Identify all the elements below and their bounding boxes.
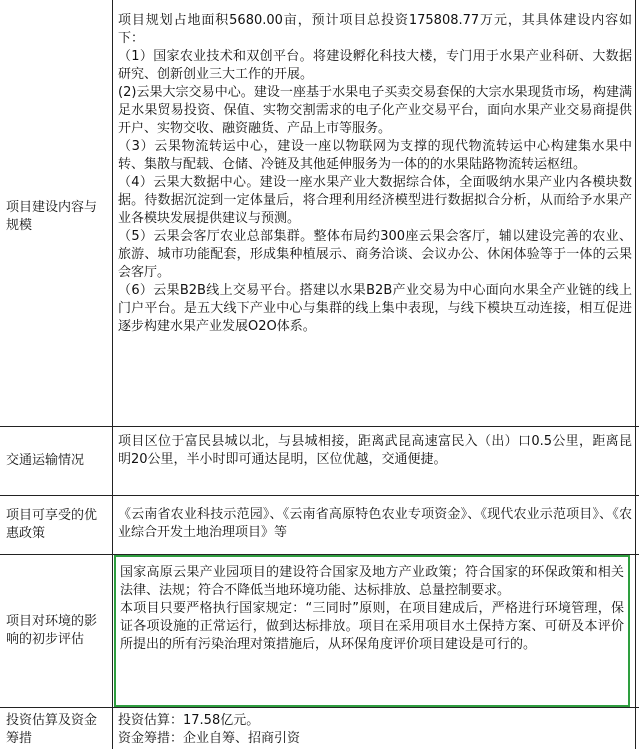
row-label-transport[interactable]: 交通运输情况: [0, 427, 113, 495]
table-row-policy: [0, 496, 639, 554]
transport-text: 项目区位于富民县城以北，与县城相接，距离武昆高速富民入（出）口0.5公里，距离昆明20公里，半小时即可通达昆明，区位优越，交通便捷。: [118, 434, 632, 467]
row-value-policy[interactable]: [114, 496, 636, 554]
construction-item-4: （4）云果大数据中心。建设一座水果产业大数据综合体，全面吸纳水果产业内各模块数据。待数据沉淀到一定体量后，将合理利用经济模型进行数据拟合分析，从而给予水果产业各模块发展提供建议与预测。: [118, 175, 632, 226]
table-row-transport: [0, 427, 639, 495]
investment-estimate: 投资估算：17.58亿元。: [118, 713, 260, 728]
construction-intro: 项目规划占地面积5680.00亩，预计项目总投资175808.77万元，其具体建设内容如下：: [118, 13, 632, 46]
row-label-policy[interactable]: 项目可享受的优惠政策: [0, 496, 113, 554]
construction-item-3: （3）云果物流转运中心，建设一座以物联网为支撑的现代物流转运中心构建集水果中转、集散与配载、仓储、冷链及其他延伸服务为一体的的水果陆路物流转运枢纽。: [118, 139, 632, 172]
construction-item-1: （1）国家农业技术和双创平台。将建设孵化科技大楼，专门用于水果产业科研、大数据研究、创新创业三大工作的开展。: [118, 49, 632, 82]
row-label-environment[interactable]: 项目对环境的影响的初步评估: [0, 555, 113, 707]
table-row-investment: [0, 708, 639, 749]
table-right-border: [635, 0, 636, 749]
selected-cell[interactable]: [114, 555, 630, 707]
environment-para-2: 本项目只要严格执行国家规定：“三同时”原则，在项目建成后，严格进行环境管理，保证各项设施的正常运行，做到达标排放。项目在采用项目水土保持方案、可研及本评价所提出的所有污染治理对策措施后，从环保角度评价项目建设是可行的。: [120, 601, 624, 652]
environment-para-1: 国家高原云果产业园项目的建设符合国家及地方产业政策；符合国家的环保政策和相关法律、法规；符合不降低当地环境功能、达标排放、总量控制要求。: [120, 565, 624, 598]
policy-text: 《云南省农业科技示范园》、《云南省高原特色农业专项资金》、《现代农业示范项目》、《农业综合开发土地治理项目》等: [118, 507, 632, 540]
funding-source: 资金筹措：企业自筹、招商引资: [118, 731, 301, 746]
construction-item-6: （6）云果B2B线上交易平台。搭建以水果B2B产业交易为中心面向水果全产业链的线上门户平台。是五大线下产业中心与集群的线上集中表现，与线下模块互动连接，相互促进逐步构建水果产业发展O2O体系。: [118, 283, 632, 334]
row-value-environment[interactable]: [116, 557, 628, 705]
row-value-transport[interactable]: [114, 427, 636, 495]
row-value-construction[interactable]: [114, 0, 636, 426]
construction-item-2: (2)云果大宗交易中心。建设一座基于水果电子买卖交易套保的大宗水果现货市场，构建满足水果贸易投资、保值、实物交割需求的电子化产业交易平台，面向水果产业交易商提供开户、实物交收、融资融货、产品上市等服务。: [118, 85, 632, 136]
row-value-investment[interactable]: [114, 708, 636, 749]
construction-item-5: （5）云果会客厅农业总部集群。整体布局约300座云果会客厅，辅以建设完善的农业、旅游、城市功能配套，形成集种植展示、商务洽谈、会议办公、休闲体验等于一体的云果会客厅。: [118, 229, 632, 280]
row-label-investment[interactable]: 投资估算及资金筹措: [0, 708, 113, 749]
row-label-construction[interactable]: 项目建设内容与规模: [0, 0, 113, 426]
